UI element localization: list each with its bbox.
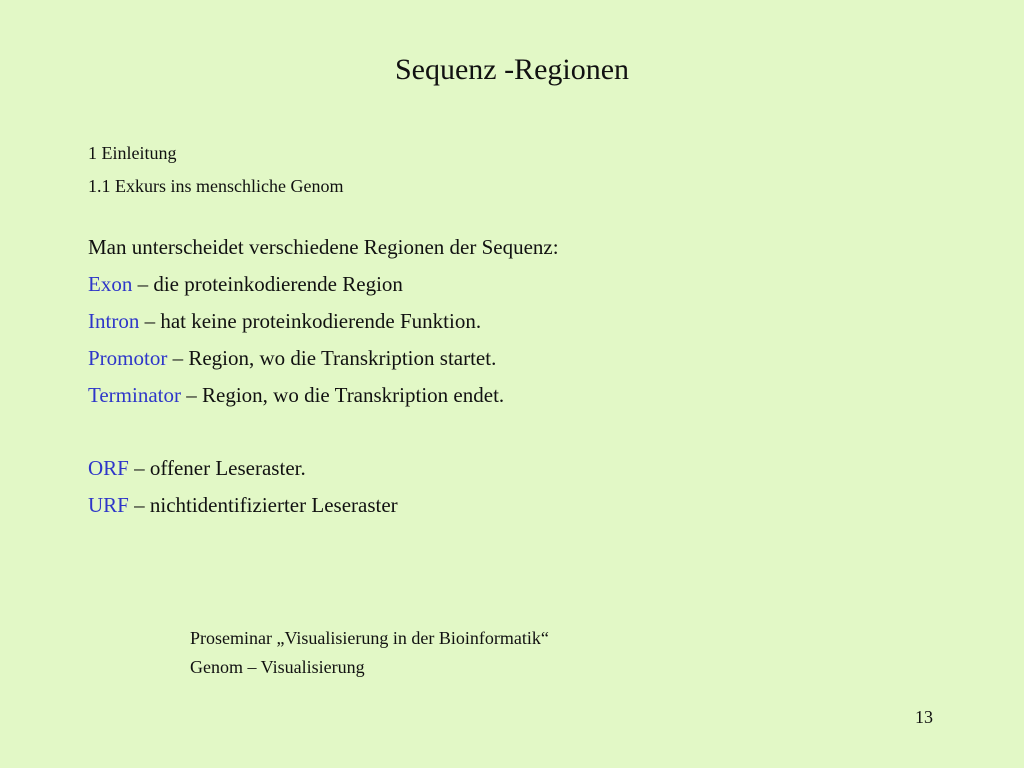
region-term: Intron (88, 309, 140, 333)
frame-description: – offener Leseraster. (128, 456, 306, 480)
intro-text: Man unterscheidet verschiedene Regionen der Sequenz: (88, 235, 559, 259)
breadcrumb-chapter: 1 Einleitung (88, 143, 177, 163)
frame-item-orf (88, 450, 559, 487)
region-description: – die proteinkodierende Region (132, 272, 403, 296)
region-item-terminator (88, 377, 559, 414)
breadcrumb (88, 137, 343, 203)
region-item-exon (88, 266, 559, 303)
frame-term: ORF (88, 456, 129, 480)
region-term: Terminator (88, 383, 181, 407)
breadcrumb-section: 1.1 Exkurs ins menschliche Genom (88, 176, 344, 196)
region-term: Exon (88, 272, 133, 296)
spacer (88, 414, 559, 450)
region-term: Promotor (88, 346, 168, 370)
region-description: – Region, wo die Transkription endet. (181, 383, 505, 407)
region-item-promotor (88, 340, 559, 377)
footer-topic: Genom – Visualisierung (190, 657, 365, 677)
frame-description: – nichtidentifizierter Leseraster (128, 493, 398, 517)
frame-item-urf (88, 487, 559, 524)
page-number: 13 (915, 707, 933, 727)
slide-footer (190, 624, 549, 682)
region-item-intron (88, 303, 559, 340)
region-description: – hat keine proteinkodierende Funktion. (139, 309, 482, 333)
footer-seminar: Proseminar „Visualisierung in der Bioinformatik“ (190, 628, 549, 648)
slide-content (88, 229, 559, 524)
slide-title: Sequenz -Regionen (394, 53, 630, 86)
region-description: – Region, wo die Transkription startet. (167, 346, 497, 370)
frame-term: URF (88, 493, 129, 517)
